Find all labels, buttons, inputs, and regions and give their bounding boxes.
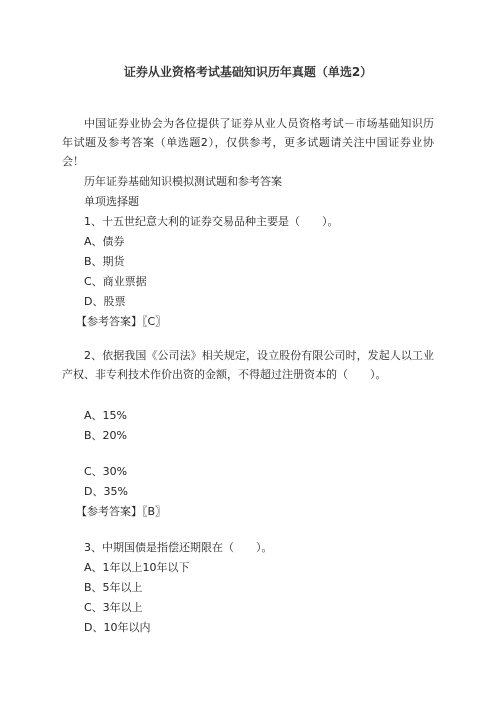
question-3-option-d: D、10年以内 [84, 621, 151, 634]
intro-paragraph: 中国证券业协会为各位提供了证券从业人员资格考试－市场基础知识历年试题及参考答案（单选题2），仅供参考，更多试题请关注中国证券业协会！ [62, 117, 434, 168]
question-1-option-d: D、股票 [84, 295, 126, 308]
question-3-option-a: A、1年以上10年以下 [84, 561, 190, 574]
question-2-option-d: D、35% [84, 485, 128, 498]
question-3-option-c: C、3年以上 [84, 601, 143, 614]
question-3-option-b: B、5年以上 [84, 581, 143, 594]
question-3-stem: 3、中期国债是指偿还期限在（ ）。 [84, 541, 273, 554]
section-heading: 单项选择题 [84, 195, 139, 208]
subtitle: 历年证券基础知识模拟测试题和参考答案 [84, 175, 282, 188]
question-1-option-b: B、期货 [84, 255, 125, 268]
question-2-stem: 2、依据我国《公司法》相关规定，设立股份有限公司时，发起人以工业产权、非专利技术作价出资的金额，不得超过注册资本的（ ）。 [62, 349, 434, 381]
document-title: 证券从业资格考试基础知识历年真题（单选2） [123, 65, 373, 79]
question-2-option-c: C、30% [84, 465, 128, 478]
question-1-option-a: A、债券 [84, 235, 125, 248]
question-1-stem: 1、十五世纪意大利的证券交易品种主要是（ ）。 [84, 215, 339, 228]
question-2-answer: 【参考答案】〖B〗 [76, 505, 167, 518]
question-1-answer: 【参考答案】〖C〗 [76, 315, 167, 328]
question-1-option-c: C、商业票据 [84, 275, 147, 288]
question-2-option-b: B、20% [84, 429, 127, 442]
question-2-option-a: A、15% [84, 409, 127, 422]
